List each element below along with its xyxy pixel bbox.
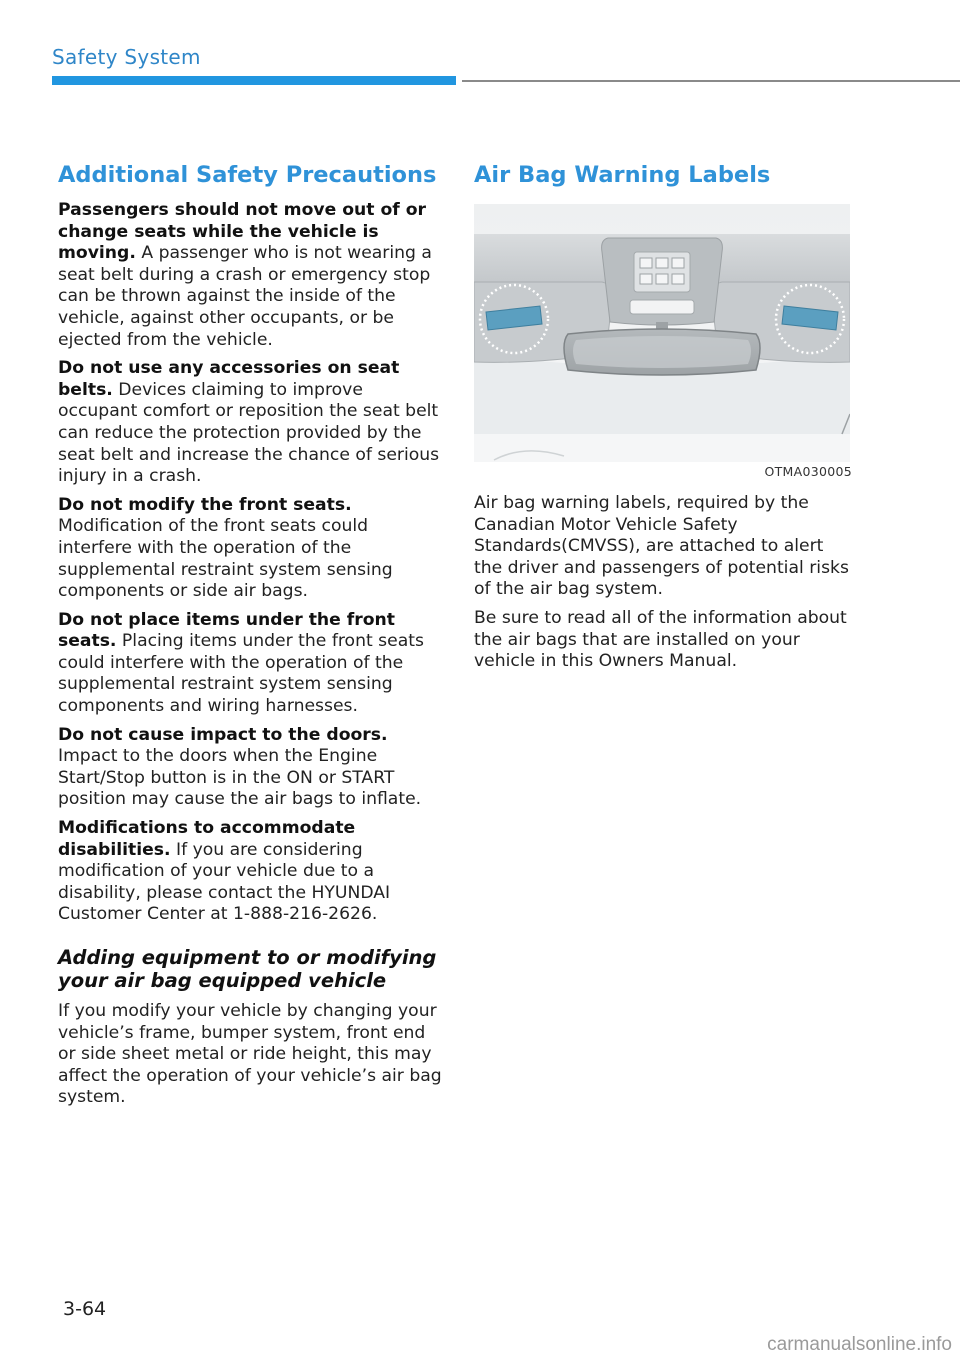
precaution-title: Do not cause impact to the doors. [58,724,388,745]
subheading-modifying-vehicle: Adding equipment to or modifying your air bag equipped vehicle [58,946,437,992]
figure-caption: OTMA030005 [764,464,852,479]
section-heading-precautions: Additional Safety Precautions [58,162,437,188]
precaution-title: Do not use any accessories on seat belts. [58,358,400,400]
precaution-title: Passengers should not move out of or change seats while the vehicle is moving. [58,200,427,264]
warning-labels-text: Air bag warning labels, required by the Canadian Motor Vehicle Safety Standards(CMVSS), are attached to alert the driver and passengers of potential risks of the air bag system. [474,493,849,600]
precaution-item [58,818,442,926]
precaution-text: Modification of the front seats could interfere with the operation of the supplemental restraint system sensing components or side air bags. [58,516,393,602]
precaution-text: Devices claiming to improve occupant comfort or reposition the seat belt can reduce the protection provided by the seat belt and increase the chance of serious injury in a crash. [58,379,440,487]
precaution-item [58,610,442,718]
precaution-title: Do not place items under the front seats. [58,609,396,652]
right-column [474,160,852,680]
precaution-text: Placing items under the front seats could interfere with the operation of the supplemental restraint system sensing components and wiring harnesses. [58,631,424,717]
watermark: carmanualsonline.info [767,1334,952,1355]
header-title: Safety System [52,45,201,69]
sun-visor-illustration [474,204,850,462]
header-accent-bar [52,76,456,85]
precaution-title: Modifications to accommodate disabilities. [58,818,356,860]
precaution-item [58,358,442,488]
precaution-text: Impact to the doors when the Engine Start/Stop button is in the ON or START position may cause the air bags to inflate. [58,746,422,810]
precaution-text: A passenger who is not wearing a seat belt during a crash or emergency stop can be thrown against the inside of the vehicle, against other occupants, or be ejected from the vehicle. [58,243,432,350]
modifying-vehicle-text: If you modify your vehicle by changing your vehicle’s frame, bumper system, front end or side sheet metal or ride height, this may affect the operation of your vehicle’s air bag system. [58,1001,442,1108]
read-information-text: Be sure to read all of the information about the air bags that are installed on your vehicle in this Owners Manual. [474,607,847,672]
precaution-item [58,725,442,811]
left-column [58,160,442,1116]
precaution-title: Do not modify the front seats. [58,494,352,515]
precaution-text: If you are considering modification of your vehicle due to a disability, please contact the HYUNDAI Customer Center at 1-888-216-2626. [58,839,391,925]
precaution-item [58,495,442,603]
precaution-item [58,200,442,351]
visor-drawing [474,204,850,462]
page-number: 3-64 [63,1298,107,1320]
section-heading-warning-labels: Air Bag Warning Labels [474,162,771,188]
header-rule [462,80,960,82]
